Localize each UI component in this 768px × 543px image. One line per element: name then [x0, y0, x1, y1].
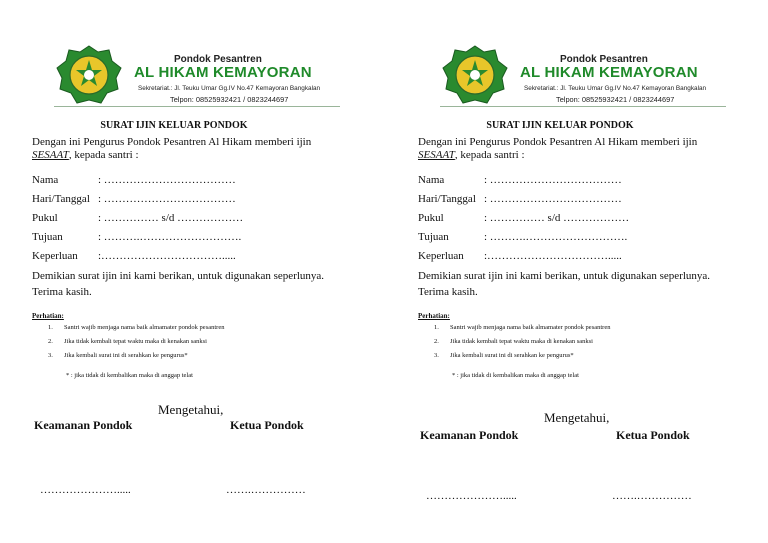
closing-text [32, 268, 362, 300]
field-blank: : …………… s/d ……………… [484, 212, 630, 224]
intro-emphasis: SESAAT [418, 149, 455, 161]
acknowledged-label: Mengetahui, [544, 410, 610, 425]
note-text: Santri wajib menjaga nama baik almamater pondok pesantren [450, 324, 611, 331]
field-blank: : ……….………………………. [98, 231, 242, 243]
field-blank: : …………… s/d ……………… [98, 212, 244, 224]
org-phone: Telpon: 08525932421 / 0823244697 [556, 95, 675, 104]
notes-heading: Perhatian: [32, 312, 64, 320]
org-name: AL HIKAM KEMAYORAN [520, 64, 698, 81]
org-address: Sekretariat.: Jl. Teuku Umar Gg.IV No.47 Kemayoran Bangkalan [524, 85, 707, 92]
note-item [48, 338, 368, 352]
closing-text [418, 268, 748, 300]
note-number: 3. [434, 352, 439, 359]
intro-line-2-rest: , kepada santri : [454, 149, 525, 161]
note-number: 2. [434, 338, 439, 345]
note-number: 1. [434, 324, 439, 331]
field-label: Nama [418, 174, 445, 186]
field-blank: : ……………………………… [98, 193, 236, 205]
field-blank: : ……….………………………. [484, 231, 628, 243]
intro-text [32, 136, 362, 162]
pesantren-emblem-icon [440, 44, 510, 106]
note-number: 1. [48, 324, 53, 331]
note-item [48, 324, 368, 338]
field-label: Keperluan [418, 250, 464, 262]
field-blank: : ……………………………… [484, 193, 622, 205]
signatory-security: Keamanan Pondok [420, 428, 519, 442]
closing-line-1: Demikian surat ijin ini kami berikan, untuk digunakan seperlunya. [32, 270, 325, 282]
field-label: Nama [32, 174, 59, 186]
note-number: 2. [48, 338, 53, 345]
field-label: Pukul [418, 212, 444, 224]
document-title: SURAT IJIN KELUAR PONDOK [100, 120, 248, 131]
footnote: * : jika tidak di kembalikan maka di anggap telat [452, 372, 579, 379]
org-type: Pondok Pesantren [560, 54, 648, 65]
intro-line-2-rest: , kepada santri : [68, 149, 139, 161]
org-phone: Telpon: 08525932421 / 0823244697 [170, 95, 289, 104]
closing-line-2: Terima kasih. [418, 286, 478, 298]
field-blank: :……………………………..... [484, 250, 622, 262]
note-text: Jika tidak kembali tepat waktu maka di kenakan sanksi [64, 338, 207, 345]
note-item [434, 338, 754, 352]
intro-line-1: Dengan ini Pengurus Pondok Pesantren Al Hikam memberi ijin [418, 136, 698, 148]
intro-text [418, 136, 748, 162]
field-label: Tujuan [32, 231, 63, 243]
notes-list [434, 324, 754, 366]
org-type: Pondok Pesantren [174, 54, 262, 65]
field-blank: :……………………………..... [98, 250, 236, 262]
closing-line-2: Terima kasih. [32, 286, 92, 298]
acknowledged-label: Mengetahui, [158, 402, 224, 417]
permit-slip-right [386, 0, 768, 543]
note-text: Jika kembali surat ini di serahkan ke pengurus* [64, 352, 188, 359]
signature-line-security: …………………..... [426, 490, 517, 502]
signature-line-head: …….…………… [612, 490, 692, 502]
signature-line-security: …………………..... [40, 484, 131, 496]
note-item [434, 352, 754, 366]
intro-line-1: Dengan ini Pengurus Pondok Pesantren Al Hikam memberi ijin [32, 136, 312, 148]
field-label: Keperluan [32, 250, 78, 262]
notes-list [48, 324, 368, 366]
org-name: AL HIKAM KEMAYORAN [134, 64, 312, 81]
field-blank: : ……………………………… [98, 174, 236, 186]
pesantren-emblem-icon [54, 44, 124, 106]
footnote: * : jika tidak di kembalikan maka di anggap telat [66, 372, 193, 379]
letterhead [440, 44, 726, 107]
signatory-head: Ketua Pondok [230, 418, 304, 432]
document-title: SURAT IJIN KELUAR PONDOK [486, 120, 634, 131]
letterhead [54, 44, 340, 107]
note-text: Jika tidak kembali tepat waktu maka di kenakan sanksi [450, 338, 593, 345]
signatory-security: Keamanan Pondok [34, 418, 133, 432]
note-item [48, 352, 368, 366]
note-number: 3. [48, 352, 53, 359]
signatory-head: Ketua Pondok [616, 428, 690, 442]
field-blank: : ……………………………… [484, 174, 622, 186]
intro-line-2 [32, 149, 362, 162]
field-label: Hari/Tanggal [32, 193, 90, 205]
field-label: Tujuan [418, 231, 449, 243]
note-text: Jika kembali surat ini di serahkan ke pengurus* [450, 352, 574, 359]
field-label: Pukul [32, 212, 58, 224]
notes-heading: Perhatian: [418, 312, 450, 320]
org-address: Sekretariat.: Jl. Teuku Umar Gg.IV No.47 Kemayoran Bangkalan [138, 85, 321, 92]
intro-emphasis: SESAAT [32, 149, 69, 161]
signature-line-head: …….…………… [226, 484, 306, 496]
intro-line-2 [418, 149, 748, 162]
field-label: Hari/Tanggal [418, 193, 476, 205]
closing-line-1: Demikian surat ijin ini kami berikan, untuk digunakan seperlunya. [418, 270, 711, 282]
note-text: Santri wajib menjaga nama baik almamater pondok pesantren [64, 324, 225, 331]
note-item [434, 324, 754, 338]
